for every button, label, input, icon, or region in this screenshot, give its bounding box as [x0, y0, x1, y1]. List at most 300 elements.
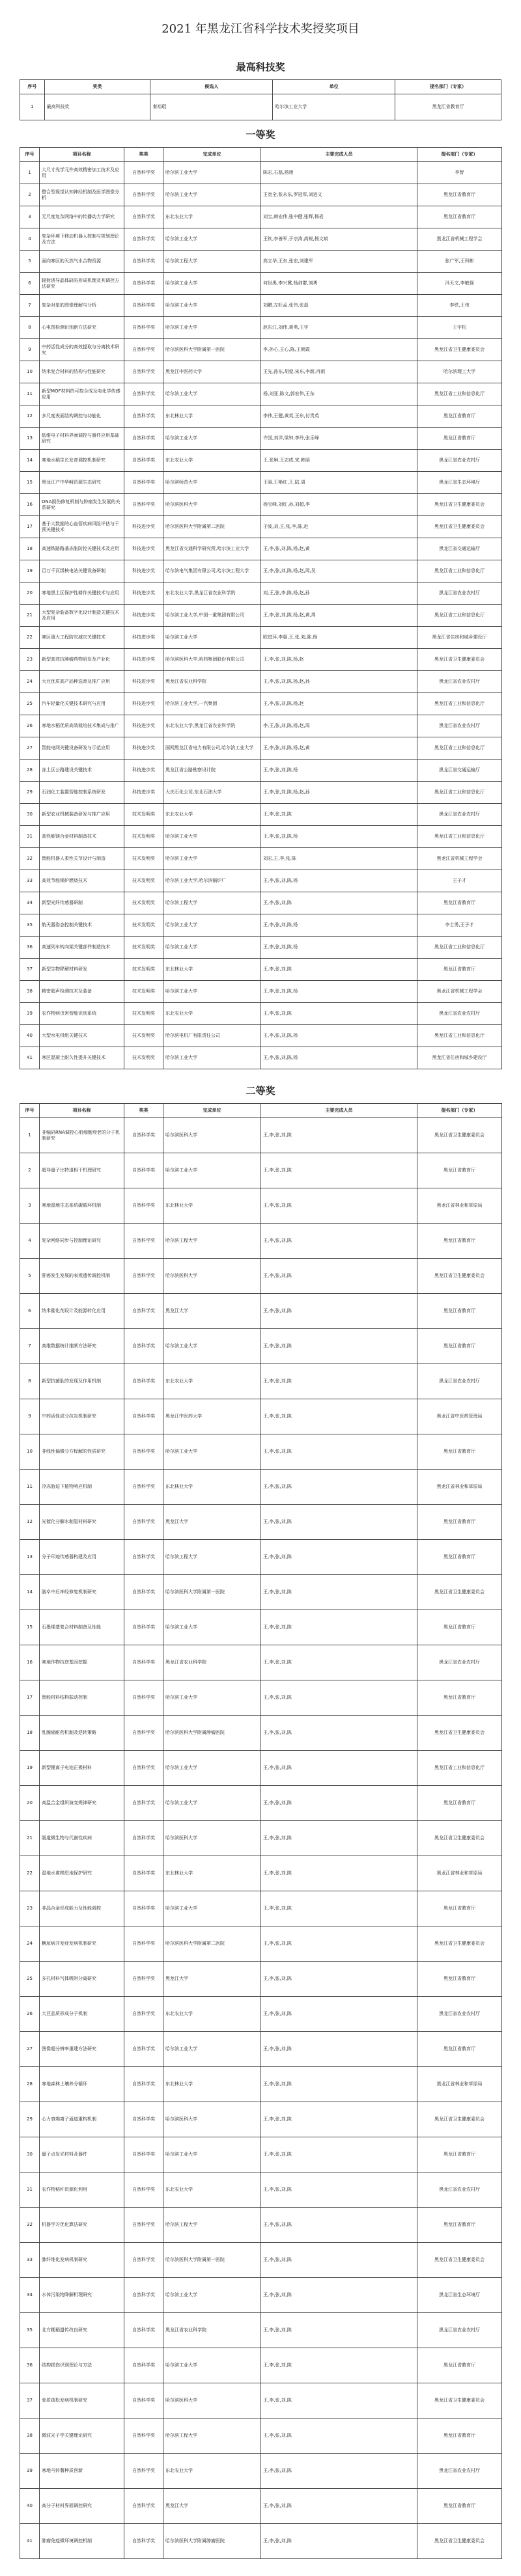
table-cell: 王,李,张,刘,陈	[261, 2032, 417, 2067]
table-cell: 黑龙江省教育厅	[417, 1153, 502, 1188]
table-cell: 黑龙江省卫生健康委员会	[417, 649, 502, 671]
table-cell: 张广军,王科彬	[417, 251, 502, 273]
table-cell: 基于大数据的心血管疾病风险评估与干预关键技术	[40, 516, 124, 538]
table-cell: 陈宏,石磊,杨旭	[261, 162, 417, 184]
table-cell: 微波光子学关键理论研究	[40, 2418, 124, 2454]
table-cell: 东北农业大学	[163, 1364, 261, 1399]
table-cell: 自然科学奖	[124, 2172, 163, 2208]
table-cell: 黑龙江省工业和信息化厅	[417, 1025, 502, 1047]
table-cell: 哈尔滨医科大学	[163, 2383, 261, 2418]
table-cell: 自然科学奖	[124, 1751, 163, 1786]
table-cell: 4	[20, 228, 40, 251]
table-cell: 冷冻胁迫下植物响应机制	[40, 1470, 124, 1505]
table-cell: 东北林业大学	[163, 1856, 261, 1891]
table-cell: 哈尔滨工程大学	[163, 251, 261, 273]
table-cell: 王,李,张,刘,陈,杨	[261, 981, 417, 1003]
table-cell: 32	[20, 2208, 40, 2243]
table-cell: 王,李,张,刘,陈,杨,赵,周,吴	[261, 560, 417, 582]
table-cell: 黑龙江省交通运输厅	[417, 760, 502, 782]
table-cell: 自然科学奖	[124, 1434, 163, 1470]
table-cell: 黑龙江省教育厅	[417, 405, 502, 428]
table-cell: 黑龙江省机械工程学会	[417, 848, 502, 870]
table-row	[20, 1540, 502, 1575]
table-cell: 大庆石化公司,东北石油大学	[163, 782, 261, 804]
table-cell: 寒地水稻生长发育调控机制研究	[40, 450, 124, 472]
table-cell: 高效节能锅炉燃烧技术	[40, 870, 124, 892]
table-cell: 21	[20, 605, 40, 627]
table-cell: 东北林业大学	[163, 405, 261, 428]
table-cell: 自然科学奖	[124, 2102, 163, 2137]
table-cell: 31	[20, 2172, 40, 2208]
table-cell: 30	[20, 2137, 40, 2172]
table-cell: 哈尔滨电气集团有限公司,哈尔滨工程大学	[163, 560, 261, 582]
table-cell: 东北林业大学	[163, 1470, 261, 1505]
table-cell: 29	[20, 782, 40, 804]
table-cell: 黑龙江省农业科学院	[163, 1645, 261, 1680]
table-cell: 黑龙江省卫生健康委员会	[417, 1118, 502, 1153]
table-cell: 王,李,张,刘,陈,杨	[261, 1047, 417, 1069]
table-cell: 欧进萍,李惠,王,张,刘,陈,杨	[261, 627, 417, 649]
table-cell: 王,李,张,刘,陈	[261, 2102, 417, 2137]
table-cell: 33	[20, 2243, 40, 2278]
table-cell: 王子才	[417, 870, 502, 892]
table-cell: 黑龙江省公路勘察设计院	[163, 760, 261, 782]
table-cell: 肝癌发生发展的表观遗传调控机制	[40, 1259, 124, 1294]
table-cell: 黑龙江省卫生健康委员会	[417, 2243, 502, 2278]
table-cell: 黑龙江省教育厅	[417, 1680, 502, 1716]
table-row	[20, 914, 502, 937]
table-cell: 27	[20, 2032, 40, 2067]
table-row	[20, 251, 502, 273]
table-cell: 航天器姿态控制关键技术	[40, 914, 124, 937]
table-cell: 黑龙江省农业农村厅	[417, 1364, 502, 1399]
table-cell: 9	[20, 339, 40, 361]
table-cell: 自然科学奖	[124, 2067, 163, 2102]
table-cell: 寒地森林土壤养分循环	[40, 2067, 124, 2102]
table-cell: 科技进步奖	[124, 560, 163, 582]
table-cell: 哈尔滨工业大学	[163, 383, 261, 405]
table-cell: 王,李,张,刘,陈	[261, 2383, 417, 2418]
table-cell: 1	[20, 162, 40, 184]
table-cell: 黑龙江省工业和信息化厅	[417, 737, 502, 760]
table-cell: 18	[20, 1716, 40, 1751]
table-cell: 黑龙江省教育厅	[417, 1294, 502, 1329]
table-cell: 37	[20, 2383, 40, 2418]
table-row	[20, 1610, 502, 1645]
table-cell: 40	[20, 1025, 40, 1047]
table-row	[20, 450, 502, 472]
table-cell: 哈尔滨医科大学	[163, 2102, 261, 2137]
table-cell: 大豆品质形成分子机制	[40, 1997, 124, 2032]
table-cell: 东北农业大学,黑龙江省农业科学院	[163, 715, 261, 737]
table-cell: 黑龙江省教育厅	[417, 2137, 502, 2172]
table-cell: 王,李,张,刘,陈	[261, 1856, 417, 1891]
table-cell: 东北农业大学	[163, 2454, 261, 2489]
table-cell: 高维数据统计推断方法研究	[40, 1329, 124, 1364]
table-cell: 北方粳稻遗传改良研究	[40, 2313, 124, 2348]
table-cell: 杨,刘亚,陈文,郭宏伟,王东	[261, 383, 417, 405]
table-cell: 科技进步奖	[124, 737, 163, 760]
table-cell: 30	[20, 804, 40, 826]
table-cell: 哈尔滨工业大学	[163, 1047, 261, 1069]
table-cell: 智能材料结构振动控制	[40, 1680, 124, 1716]
table-cell: 10	[20, 361, 40, 383]
table-row	[20, 627, 502, 649]
table-cell: 哈尔滨电机厂有限责任公司	[163, 1025, 261, 1047]
table-cell: 脑卒中后神经修复机制研究	[40, 1575, 124, 1610]
table-cell: 科技进步奖	[124, 649, 163, 671]
column-header: 主要完成人员	[261, 1104, 417, 1118]
table-cell: 15	[20, 1610, 40, 1645]
table-cell: 24	[20, 671, 40, 693]
table-cell: 科技进步奖	[124, 760, 163, 782]
table-row	[20, 1224, 502, 1259]
table-cell: 黑龙江省工业和信息化厅	[417, 693, 502, 715]
table-cell: 王宇松	[417, 317, 502, 339]
table-cell: 自然科学奖	[124, 1329, 163, 1364]
column-header: 项目名称	[40, 1104, 124, 1118]
table-row	[20, 2524, 502, 2559]
table-row	[20, 162, 502, 184]
table-cell: 新型高效抗肿瘤药物研发及产业化	[40, 649, 124, 671]
table-cell: 26	[20, 715, 40, 737]
table-cell: 自然科学奖	[124, 2348, 163, 2383]
table-cell: 哈尔滨工业大学	[163, 295, 261, 317]
table-cell: 哈尔滨工业大学	[163, 317, 261, 339]
table-cell: 自然科学奖	[124, 428, 163, 450]
table-cell: 哈尔滨工业大学	[163, 184, 261, 206]
table-cell: 王,李,张,刘,陈	[261, 2172, 417, 2208]
table-cell: 12	[20, 1505, 40, 1540]
column-header: 完成单位	[163, 148, 261, 162]
column-header: 单位	[273, 80, 395, 94]
table-cell: 黑龙江产中华鲟资源生态研究	[40, 472, 124, 494]
table-cell: 黑龙江省卫生健康委员会	[417, 1575, 502, 1610]
table-cell: 高分子材料界面调控研究	[40, 2489, 124, 2524]
table-cell: 黑龙江省教育厅	[417, 2489, 502, 2524]
table-cell: 面向寒区的天然气水合物资源	[40, 251, 124, 273]
table-row	[20, 1470, 502, 1505]
table-cell: 19	[20, 560, 40, 582]
table-cell: 冻土区公路建设关键技术	[40, 760, 124, 782]
table-row	[20, 2172, 502, 2208]
column-header: 奖类	[44, 80, 150, 94]
table-cell: 23	[20, 649, 40, 671]
table-cell: 技术发明奖	[124, 848, 163, 870]
table-cell: 黑龙江省教育厅	[417, 892, 502, 914]
table-cell: 自然科学奖	[124, 184, 163, 206]
table-cell: 黑龙江省农业农村厅	[417, 1003, 502, 1025]
column-header: 奖类	[124, 148, 163, 162]
table-cell: 多尺度表面结构调控与功能化	[40, 405, 124, 428]
table-row	[20, 760, 502, 782]
table-cell: 技术发明奖	[124, 981, 163, 1003]
table-cell: 黑龙江省林业和草原局	[417, 1188, 502, 1224]
table-row	[20, 605, 502, 627]
table-cell: 杨宝峰,刘红,孙,刘超,李	[261, 494, 417, 516]
table-cell: 自然科学奖	[124, 1645, 163, 1680]
table-cell: 自然科学奖	[124, 2418, 163, 2454]
table-cell: 哈尔滨工业大学	[163, 848, 261, 870]
table-cell: 王,李,张,刘,陈,杨	[261, 1025, 417, 1047]
table-cell: 哈尔滨工业大学	[163, 2278, 261, 2313]
table-cell: 石墨烯基复合材料制备及性能	[40, 1610, 124, 1645]
table-row	[20, 649, 502, 671]
table-row	[20, 2278, 502, 2313]
column-header: 提名部门（专家）	[395, 80, 501, 94]
table-cell: 自然科学奖	[124, 228, 163, 251]
table-cell: 9	[20, 1399, 40, 1434]
table-cell: 黑龙江省生态环境厅	[417, 472, 502, 494]
top-award-heading: 最高科技奖	[236, 61, 285, 73]
table-cell: 22	[20, 627, 40, 649]
table-cell: 自然科学奖	[124, 1997, 163, 2032]
table-cell: 寒地马铃薯种质创新	[40, 2454, 124, 2489]
table-cell: 国网黑龙江省电力有限公司,哈尔滨工业大学	[163, 737, 261, 760]
table-cell: 自然科学奖	[124, 1224, 163, 1259]
table-cell: 王,李,张,刘,陈	[261, 1786, 417, 1821]
table-row	[20, 2032, 502, 2067]
table-cell: 黑龙江大学	[163, 1962, 261, 1997]
table-cell: 寒地作物抗逆基因挖掘	[40, 1645, 124, 1680]
table-cell: 糖尿病并发症发病机制研究	[40, 1926, 124, 1962]
table-cell: 哈尔滨工程大学	[163, 892, 261, 914]
table-cell: 技术发明奖	[124, 804, 163, 826]
table-row	[20, 405, 502, 428]
table-row	[20, 1259, 502, 1294]
table-cell: 12	[20, 405, 40, 428]
table-cell: 哈尔滨工程大学	[163, 1540, 261, 1575]
table-cell: 哈尔滨工业大学	[163, 914, 261, 937]
table-cell: 高速列车转向架关键部件制造技术	[40, 937, 124, 959]
column-header: 序号	[20, 1104, 40, 1118]
table-cell: 40	[20, 2489, 40, 2524]
table-cell: 自然科学奖	[124, 162, 163, 184]
table-cell: 14	[20, 1575, 40, 1610]
table-row	[20, 826, 502, 848]
table-cell: 38	[20, 981, 40, 1003]
table-cell: 科技进步奖	[124, 671, 163, 693]
table-cell: 哈尔滨工业大学	[163, 1680, 261, 1716]
table-cell: 36	[20, 2348, 40, 2383]
table-row	[20, 1786, 502, 1821]
table-header-row	[20, 148, 502, 162]
table-cell: 黑龙江省机械工程学会	[417, 981, 502, 1003]
table-cell: 王,李,张,刘,陈	[261, 1610, 417, 1645]
table-cell: 32	[20, 848, 40, 870]
table-header-row	[20, 80, 501, 94]
table-row	[20, 1575, 502, 1610]
table-cell: 哈尔滨工程大学	[163, 1224, 261, 1259]
table-cell: 自然科学奖	[124, 295, 163, 317]
table-cell: 王,李,张,刘,陈	[261, 1821, 417, 1856]
table-cell: 技术发明奖	[124, 914, 163, 937]
table-row	[20, 538, 502, 560]
table-cell: 黑龙江省卫生健康委员会	[417, 516, 502, 538]
table-cell: 百万千瓦级核电站关键设备研制	[40, 560, 124, 582]
table-cell: 寒区重大工程防灾减灾关键技术	[40, 627, 124, 649]
table-cell: 自然科学奖	[124, 2137, 163, 2172]
table-cell: 33	[20, 870, 40, 892]
table-cell: 大豆优质高产品种选育及推广应用	[40, 671, 124, 693]
table-row	[20, 2313, 502, 2348]
table-cell: 王,李,张,刘,陈	[261, 1329, 417, 1364]
table-cell: 自然科学奖	[124, 273, 163, 295]
table-cell: 黑龙江省教育厅	[417, 2348, 502, 2383]
table-cell: 自然科学奖	[124, 1891, 163, 1926]
table-row	[20, 1856, 502, 1891]
table-cell: 李,孙心,王心,陈,王朝霞	[261, 339, 417, 361]
table-cell: 寒地水稻优质高效栽培技术集成与推广	[40, 715, 124, 737]
table-cell: 哈尔滨师范大学	[163, 472, 261, 494]
table-cell: 黑龙江省农业农村厅	[417, 450, 502, 472]
table-cell: 科技进步奖	[124, 582, 163, 605]
table-cell: 7	[20, 1329, 40, 1364]
table-cell: 王,李,张,刘,陈	[261, 1399, 417, 1434]
table-cell: 哈尔滨医科大学	[163, 1821, 261, 1856]
table-row	[20, 782, 502, 804]
table-row	[20, 1294, 502, 1329]
table-cell: 非编码RNA调控心肌细胞衰老的分子机制研究	[40, 1118, 124, 1153]
table-cell: 8	[20, 1364, 40, 1399]
table-cell: 农作物病虫害智能识别系统	[40, 1003, 124, 1025]
table-cell: 29	[20, 2102, 40, 2137]
table-row	[20, 804, 502, 826]
table-cell: 38	[20, 2418, 40, 2454]
table-row	[20, 1047, 502, 1069]
table-cell: 黑龙江省农业农村厅	[417, 1645, 502, 1680]
table-cell: 哈尔滨工业大学	[273, 94, 395, 120]
table-row	[20, 383, 502, 405]
table-cell: 7	[20, 295, 40, 317]
table-cell: 14	[20, 450, 40, 472]
table-row	[20, 1962, 502, 1997]
table-row	[20, 892, 502, 914]
table-cell: 黑龙江省农业农村厅	[417, 715, 502, 737]
table-cell: 科技进步奖	[124, 782, 163, 804]
table-cell: 11	[20, 1470, 40, 1505]
table-cell: 哈尔滨工业大学	[163, 1329, 261, 1364]
table-cell: 寒地黑土区保护性耕作关键技术与应用	[40, 582, 124, 605]
table-cell: 13	[20, 428, 40, 450]
table-cell: 黑龙江省教育厅	[417, 1610, 502, 1645]
table-row	[20, 870, 502, 892]
table-cell: 水体污染物降解机理研究	[40, 2278, 124, 2313]
table-cell: 图像超分辨率重建方法研究	[40, 2032, 124, 2067]
table-row	[20, 184, 502, 206]
table-cell: 黑龙江省林业和草原局	[417, 2067, 502, 2102]
table-cell: 东北林业大学	[163, 1188, 261, 1224]
table-row	[20, 1003, 502, 1025]
table-cell: 王,李,张,刘,陈	[261, 1118, 417, 1153]
table-cell: 最高科技奖	[44, 94, 150, 120]
table-cell: 自然科学奖	[124, 1470, 163, 1505]
table-cell: 低维电子材料界面调控与器件应用基础研究	[40, 428, 124, 450]
table-cell: 哈尔滨工程大学	[163, 2418, 261, 2454]
table-cell: 哈尔滨医科大学附属第一医院	[163, 339, 261, 361]
table-cell: 22	[20, 1856, 40, 1891]
table-cell: 高速铁路路基冻胀防控关键技术及应用	[40, 538, 124, 560]
table-cell: 分子印迹传感器构建及应用	[40, 1540, 124, 1575]
table-cell: 王,李,张,刘,陈	[261, 1540, 417, 1575]
table-cell: 黑龙江省教育厅	[417, 1891, 502, 1926]
table-cell: 黑龙江省卫生健康委员会	[417, 2524, 502, 2559]
table-cell: 黑龙江省林业和草原局	[417, 1470, 502, 1505]
table-cell: 王,李,张,刘,陈,杨,赵,黄,周	[261, 605, 417, 627]
table-cell: 技术发明奖	[124, 959, 163, 981]
table-cell: 智能机器人柔性关节设计与制造	[40, 848, 124, 870]
table-cell: 寒地湿地生态系统碳循环机制	[40, 1188, 124, 1224]
table-cell: 汽车轻量化关键技术研究与应用	[40, 693, 124, 715]
table-cell: 黑龙江省生态环境厅	[417, 2278, 502, 2313]
table-cell: 自然科学奖	[124, 361, 163, 383]
table-cell: 自然科学奖	[124, 2489, 163, 2524]
table-cell: 黑龙江大学	[163, 1505, 261, 1540]
table-cell: 王,李,张,刘,陈	[261, 2243, 417, 2278]
table-cell: 辐射诱导晶体缺陷形成机理及其调控方法研究	[40, 273, 124, 295]
table-cell: 自然科学奖	[124, 1153, 163, 1188]
table-cell: 34	[20, 892, 40, 914]
table-row	[20, 1188, 502, 1224]
table-cell: 王,李,张,刘,陈	[261, 2137, 417, 2172]
table-cell: 自然科学奖	[124, 494, 163, 516]
table-cell: 黑龙江省工业和信息化厅	[417, 826, 502, 848]
table-cell: 王,李,张,刘,陈,杨,赵	[261, 693, 417, 715]
table-row	[20, 2102, 502, 2137]
table-cell: 17	[20, 1680, 40, 1716]
table-row	[20, 737, 502, 760]
table-cell: 黑龙江省交通科学研究所,哈尔滨工业大学	[163, 538, 261, 560]
table-cell: 20	[20, 582, 40, 605]
table-cell: 黑龙江省农业农村厅	[417, 2172, 502, 2208]
table-cell: 2	[20, 1153, 40, 1188]
table-cell: 自然科学奖	[124, 2383, 163, 2418]
table-cell: 无尺度复杂网络中的传播动力学研究	[40, 206, 124, 228]
table-cell: 肿瘤免疫微环境调控机制	[40, 2524, 124, 2559]
table-cell: 王,李,张,刘,陈	[261, 2348, 417, 2383]
table-cell: 东北林业大学	[163, 2067, 261, 2102]
table-cell: 技术发明奖	[124, 1047, 163, 1069]
table-cell: 黑龙江省教育厅	[417, 428, 502, 450]
table-cell: 自然科学奖	[124, 317, 163, 339]
table-cell: 黑龙江省教育厅	[417, 959, 502, 981]
table-cell: 王,李,张,刘,陈	[261, 1751, 417, 1786]
table-row	[20, 361, 502, 383]
table-cell: 5	[20, 1259, 40, 1294]
table-cell: 王,李,张,刘,陈	[261, 1003, 417, 1025]
table-cell: 王,李,张,刘,陈	[261, 2313, 417, 2348]
table-cell: 王,李,张,刘,陈	[261, 1434, 417, 1470]
table-row	[20, 2418, 502, 2454]
table-cell: 黑龙江省教育厅	[417, 1962, 502, 1997]
table-cell: 新型光纤传感器研制	[40, 892, 124, 914]
table-cell: 东北农业大学	[163, 2172, 261, 2208]
table-cell: 黑龙江大学	[163, 2489, 261, 2524]
second-prize-heading: 二等奖	[246, 1085, 275, 1097]
table-cell: 结构损伤识别理论与方法	[40, 2348, 124, 2383]
column-header: 候选人	[150, 80, 273, 94]
table-cell: 李铁,王伟	[417, 295, 502, 317]
table-row	[20, 671, 502, 693]
table-cell: 科技进步奖	[124, 516, 163, 538]
table-row	[20, 2067, 502, 2102]
table-cell: 34	[20, 2278, 40, 2313]
table-cell: 东北农业大学	[163, 450, 261, 472]
table-cell: 哈尔滨医科大学附属肿瘤医院	[163, 2524, 261, 2559]
table-row	[20, 1645, 502, 1680]
table-cell: 新型农业机械装备研发与推广应用	[40, 804, 124, 826]
table-cell: 自然科学奖	[124, 1786, 163, 1821]
